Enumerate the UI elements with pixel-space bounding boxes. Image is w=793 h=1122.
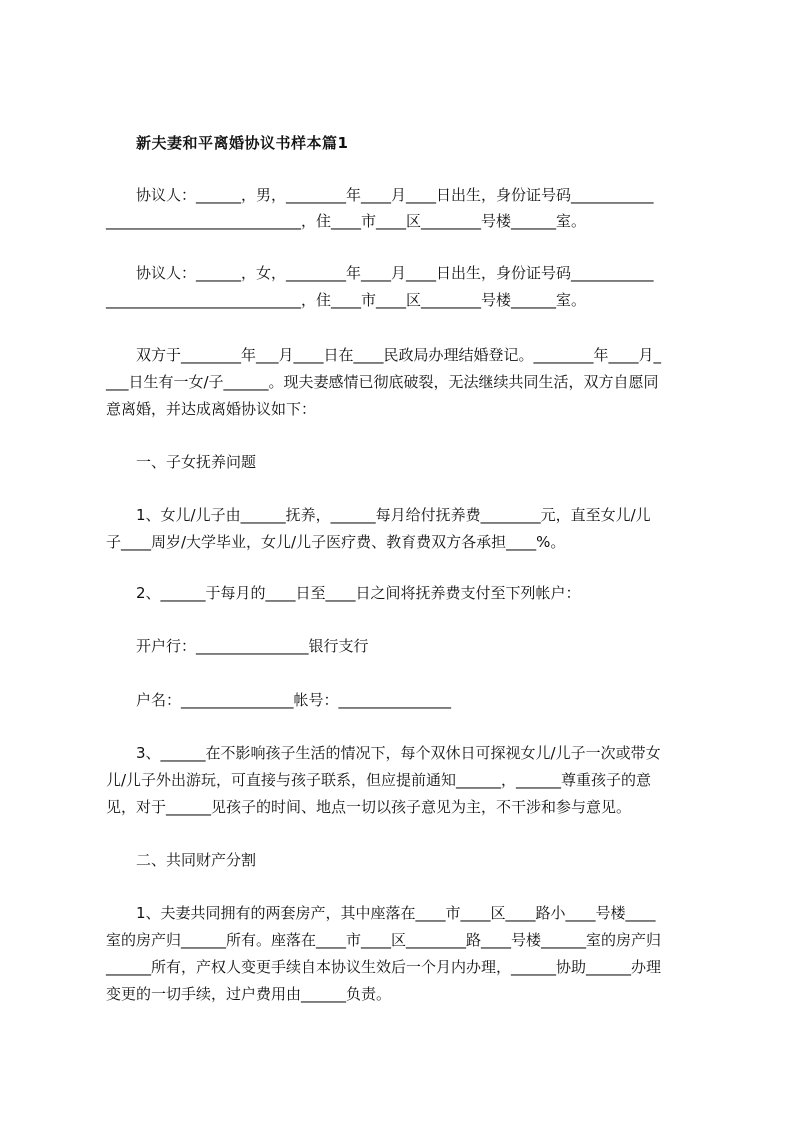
paragraph-line: 协议人：______，女，________年____月____日出生，身份证号码___________ xyxy=(106,264,654,282)
paragraph-line: __________________________，住____市____区________号楼______室。 xyxy=(106,212,587,230)
paragraph-line: 变更的一切手续，过户费用由______负责。 xyxy=(106,985,392,1003)
paragraph-line: 意离婚，并达成离婚协议如下： xyxy=(106,400,317,418)
paragraph-line: 户名：_______________帐号：_______________ xyxy=(106,691,452,709)
section-heading: 二、共同财产分割 xyxy=(106,851,257,869)
paragraph-line: 1、女儿/儿子由______抚养，______每月给付抚养费________元，直至女儿/儿 xyxy=(106,506,651,524)
paragraph-line: 子____周岁/大学毕业，女儿/儿子医疗费、教育费双方各承担____%。 xyxy=(106,533,566,551)
paragraph-line: __________________________，住____市____区________号楼______室。 xyxy=(106,291,587,309)
paragraph-line: 双方于________年___月____日在____民政局办理结婚登记。________年____月_ xyxy=(106,346,662,364)
paragraph-line: ______所有，产权人变更手续自本协议生效后一个月内办理，______协助______办理 xyxy=(106,958,662,976)
paragraph-line: 开户行：_______________银行支行 xyxy=(106,637,369,655)
paragraph-line: 1、夫妻共同拥有的两套房产，其中座落在____市____区____路小____号楼____ xyxy=(106,904,656,922)
paragraph-line: 见，对于______见孩子的时间、地点一切以孩子意见为主，不干涉和参与意见。 xyxy=(106,798,632,816)
section-heading: 一、子女抚养问题 xyxy=(106,453,257,471)
paragraph-line: 2、______于每月的____日至____日之间将抚养费支付至下列帐户： xyxy=(106,584,581,602)
paragraph-line: 室的房产归______所有。座落在____市____区________路____号楼______室的房产归 xyxy=(106,931,662,949)
document-title: 新夫妻和平离婚协议书样本篇1 xyxy=(136,134,349,152)
paragraph-line: 儿/儿子外出游玩，可直接与孩子联系，但应提前通知______，______尊重孩子的意 xyxy=(106,771,652,789)
paragraph-line: 协议人：______，男，________年____月____日出生，身份证号码___________ xyxy=(106,186,654,204)
paragraph-line: ___日生有一女/子______。现夫妻感情已彻底破裂，无法继续共同生活，双方自愿同 xyxy=(106,373,659,391)
paragraph-line: 3、______在不影响孩子生活的情况下，每个双休日可探视女儿/儿子一次或带女 xyxy=(106,744,661,762)
